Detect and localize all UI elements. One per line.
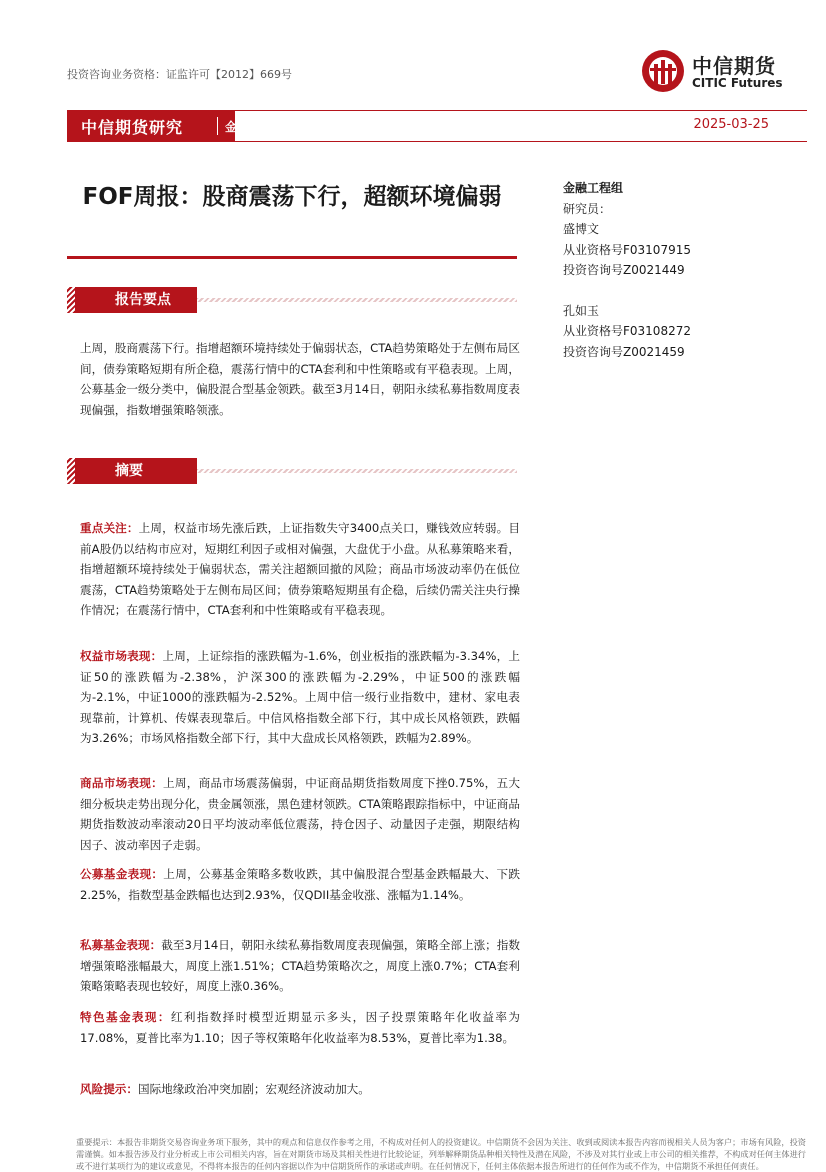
highlights-paragraph: 上周，股商震荡下行。指增超额环境持续处于偏弱状态，CTA趋势策略处于左侧布局区间，债券策略短期有所企稳，震荡行情中的CTA套利和中性策略或有平稳表现。上周，公募基金一级分类中，偏股混合型基金领跌。截至3月14日，朝阳永续私募指数周度表现偏强，指数增强策略领涨。: [80, 341, 520, 417]
report-title: FOF周报：股商震荡下行，超额环境偏弱: [82, 184, 502, 210]
analyst-name: 盛博文: [563, 222, 600, 236]
item-lead: 重点关注：: [80, 521, 139, 535]
disclaimer-footer: 重要提示：本报告非期货交易咨询业务项下服务，其中的观点和信息仅作参考之用，不构成对任何人的投资建议。中信期货不会因为关注、收到或阅读本报告内容而视相关人员为客户；市场有风险，投资需谨慎。如本报告涉及行业分析或上市公司相关内容，旨在对期货市场及其相关性进行比较论证，列举解释期货品种相关特性及潜在风险，不涉及对其行业或上市公司的相关推荐，不构成对任何主体进行或不进行某项行为的建议或意见，不得将本报告的任何内容据以作为中信期货所作的承诺或声明。在任何情况下，任何主体依据本报告所进行的任何作为或不作为，中信期货不承担任何责任。: [76, 1137, 806, 1171]
item-text: 国际地缘政治冲突加剧；宏观经济波动加大。: [137, 1082, 370, 1096]
summary-item-private-fund: [80, 935, 520, 997]
summary-item-commodity: [80, 773, 520, 855]
logo-name-cn: 中信期货: [692, 54, 776, 78]
section-tag-summary: [67, 458, 517, 484]
report-header-bar: [67, 110, 807, 142]
item-lead: 权益市场表现：: [80, 649, 163, 663]
analyst-panel: [563, 178, 691, 362]
role-label: 研究员：: [563, 201, 612, 216]
item-text: 截至3月14日，朝阳永续私募指数周度表现偏强，策略全部上涨；指数增强策略涨幅最大，周度上涨1.51%；CTA趋势策略次之，周度上涨0.7%；CTA套利策略策略表现也较好，周度上涨0.36%。: [80, 938, 520, 994]
title-rule: [67, 256, 517, 259]
analyst-license: 从业资格号F03108272: [563, 324, 691, 338]
item-text: 上周，权益市场先涨后跌，上证指数失守3400点关口，赚钱效应转弱。目前A股仍以结构市应对，短期红利因子或相对偏强，大盘优于小盘。从私募策略来看，指增超额环境持续处于偏弱状态，需关注超额回撤的风险；商品市场波动率仍在低位震荡，CTA趋势策略处于左侧布局区间；债券策略短期虽有企稳，后续仍需关注央行操作情况；在震荡行情中，CTA套利和中性策略或有平稳表现。: [80, 521, 520, 618]
item-text: 上周，商品市场震荡偏弱，中证商品期货指数周度下挫0.75%，五大细分板块走势出现分化，贵金属领涨，黑色建材领跌。CTA策略跟踪指标中，中证商品期货指数波动率滚动20日平均波动率低位震荡，持仓因子、动量因子走强，期限结构因子、波动率因子走弱。: [80, 776, 520, 852]
header-report-type: 金融工程周报: [225, 120, 298, 134]
item-lead: 私募基金表现：: [80, 938, 162, 952]
header-brand: 中信期货研究: [81, 118, 184, 137]
analyst-license: 投资咨询号Z0021459: [563, 344, 685, 359]
summary-item-public-fund: [80, 864, 520, 905]
item-text: 上周，上证综指的涨跌幅为-1.6%，创业板指的涨跌幅为-3.34%，上证50的涨跌幅为-2.38%，沪深300的涨跌幅为-2.29%，中证500的涨跌幅为-2.1%，中证1000的涨跌幅为-2.52%。上周中信一级行业指数中，建材、家电表现靠前，计算机、传媒表现靠后。中信风格指数全部下行，其中成长风格领跌，跌幅为3.26%；市场风格指数全部下行，其中大盘成长风格领跌，跌幅为2.89%。: [80, 649, 520, 746]
item-lead: 公募基金表现：: [80, 867, 164, 881]
item-text: 上周，公募基金策略多数收跌，其中偏股混合型基金跌幅最大、下跌2.25%，指数型基金跌幅也达到2.93%，仅QDII基金收涨、涨幅为1.14%。: [80, 867, 520, 902]
header-divider: [217, 117, 218, 135]
analyst-name: 孔如玉: [563, 303, 600, 318]
item-lead: 风险提示：: [80, 1082, 138, 1096]
report-date: 2025-03-25: [693, 117, 769, 132]
section-label: 报告要点: [75, 287, 197, 313]
section-label: 摘要: [75, 458, 197, 484]
team-name: 金融工程组: [563, 181, 624, 195]
item-lead: 商品市场表现：: [80, 776, 164, 790]
summary-item-featured-fund: [80, 1007, 520, 1048]
section-tag-highlights: [67, 287, 517, 313]
analyst-license: 投资咨询号Z0021449: [563, 263, 685, 277]
item-lead: 特色基金表现：: [80, 1010, 171, 1024]
citic-futures-logo: [640, 48, 808, 98]
analyst-license: 从业资格号F03107915: [563, 242, 691, 257]
summary-item-risk: [80, 1079, 520, 1100]
summary-item-equity: [80, 646, 520, 749]
license-text: 投资咨询业务资格：证监许可【2012】669号: [67, 68, 292, 81]
logo-emblem-icon: [640, 48, 686, 94]
summary-item-focus: [80, 518, 520, 621]
logo-name-en: CITIC Futures: [692, 76, 783, 90]
item-text: 红利指数择时模型近期显示多头，因子投票策略年化收益率为17.08%，夏普比率为1.10；因子等权策略年化收益率为8.53%，夏普比率为1.38。: [80, 1010, 520, 1045]
header-brand-block: [67, 111, 235, 141]
